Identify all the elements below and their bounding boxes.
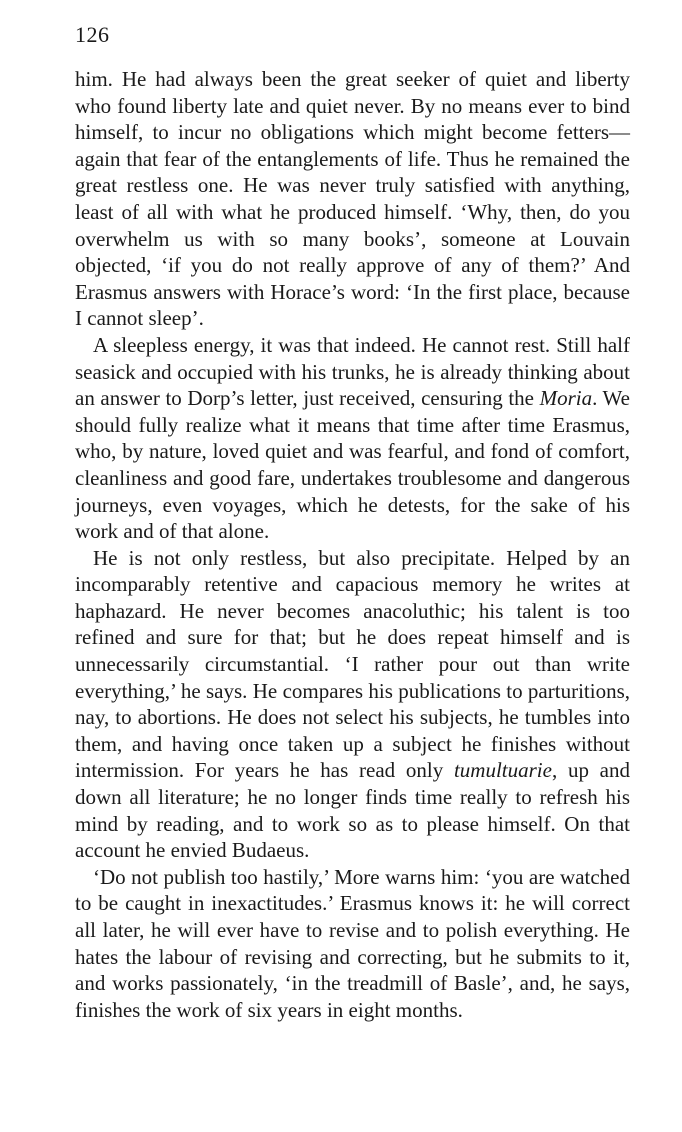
paragraph-3-text-b: , up and down all literature; he no longer finds time really to refresh his mind by reading, and to work so as to please himself. On that account he envied Budaeus.	[75, 758, 631, 863]
paragraph-2-italic-title: Moria	[539, 386, 593, 411]
paragraph-4-text: ‘Do not publish too hastily,’ More warns him: ‘you are watched to be caught in inexactitudes.’ Erasmus knows it: he will correct all later, he will ever have to revise and to polish everything. He hates the labour of revising and correcting, but he submits to it, and works passionately, ‘in the treadmill of Basle’, and, he says, finishes the work of six years in eight months.	[75, 864, 630, 1022]
paragraph-1-text: him. He had always been the great seeker of quiet and liberty who found liberty late and quiet never. By no means ever to bind himself, to incur no obligations which might become fetters—again that fear of the entanglements of life. Thus he remained the great restless one. He was never truly satisfied with anything, least of all with what he produced himself. ‘Why, then, do you overwhelm us with so many books’, someone at Louvain objected, ‘if you do not really approve of any of them?’ And Erasmus answers with Horace’s word: ‘In the first place, because I cannot sleep’.	[75, 67, 630, 331]
paragraph-2	[75, 332, 630, 545]
paragraph-3	[75, 545, 630, 864]
paragraph-3-text-a: He is not only restless, but also precipitate. Helped by an incomparably retentive and capacious memory he writes at haphazard. He never becomes anacoluthic; his talent is too refined and sure for that; but he does repeat himself and is unnecessarily circumstantial. ‘I rather pour out than write everything,’ he says. He compares his publications to parturitions, nay, to abortions. He does not select his subjects, he tumbles into them, and having once taken up a subject he finishes without intermission. For years he has read only	[75, 545, 630, 783]
paragraph-2-text-a: A sleepless energy, it was that indeed. He cannot rest. Still half seasick and occupied with his trunks, he is already thinking about an answer to Dorp’s letter, just received, censuring the	[75, 332, 630, 411]
paragraph-3-italic-term: tumultuarie	[453, 758, 552, 783]
book-page	[75, 22, 630, 1023]
paragraph-1	[75, 66, 630, 332]
paragraph-2-text-b: . We should fully realize what it means that time after time Erasmus, who, by nature, loved quiet and was fearful, and fond of comfort, cleanliness and good fare, undertakes troublesome and dangerous journeys, even voyages, which he detests, for the sake of his work and of that alone.	[75, 386, 630, 544]
paragraph-4	[75, 864, 630, 1024]
page-number: 126	[75, 22, 110, 47]
